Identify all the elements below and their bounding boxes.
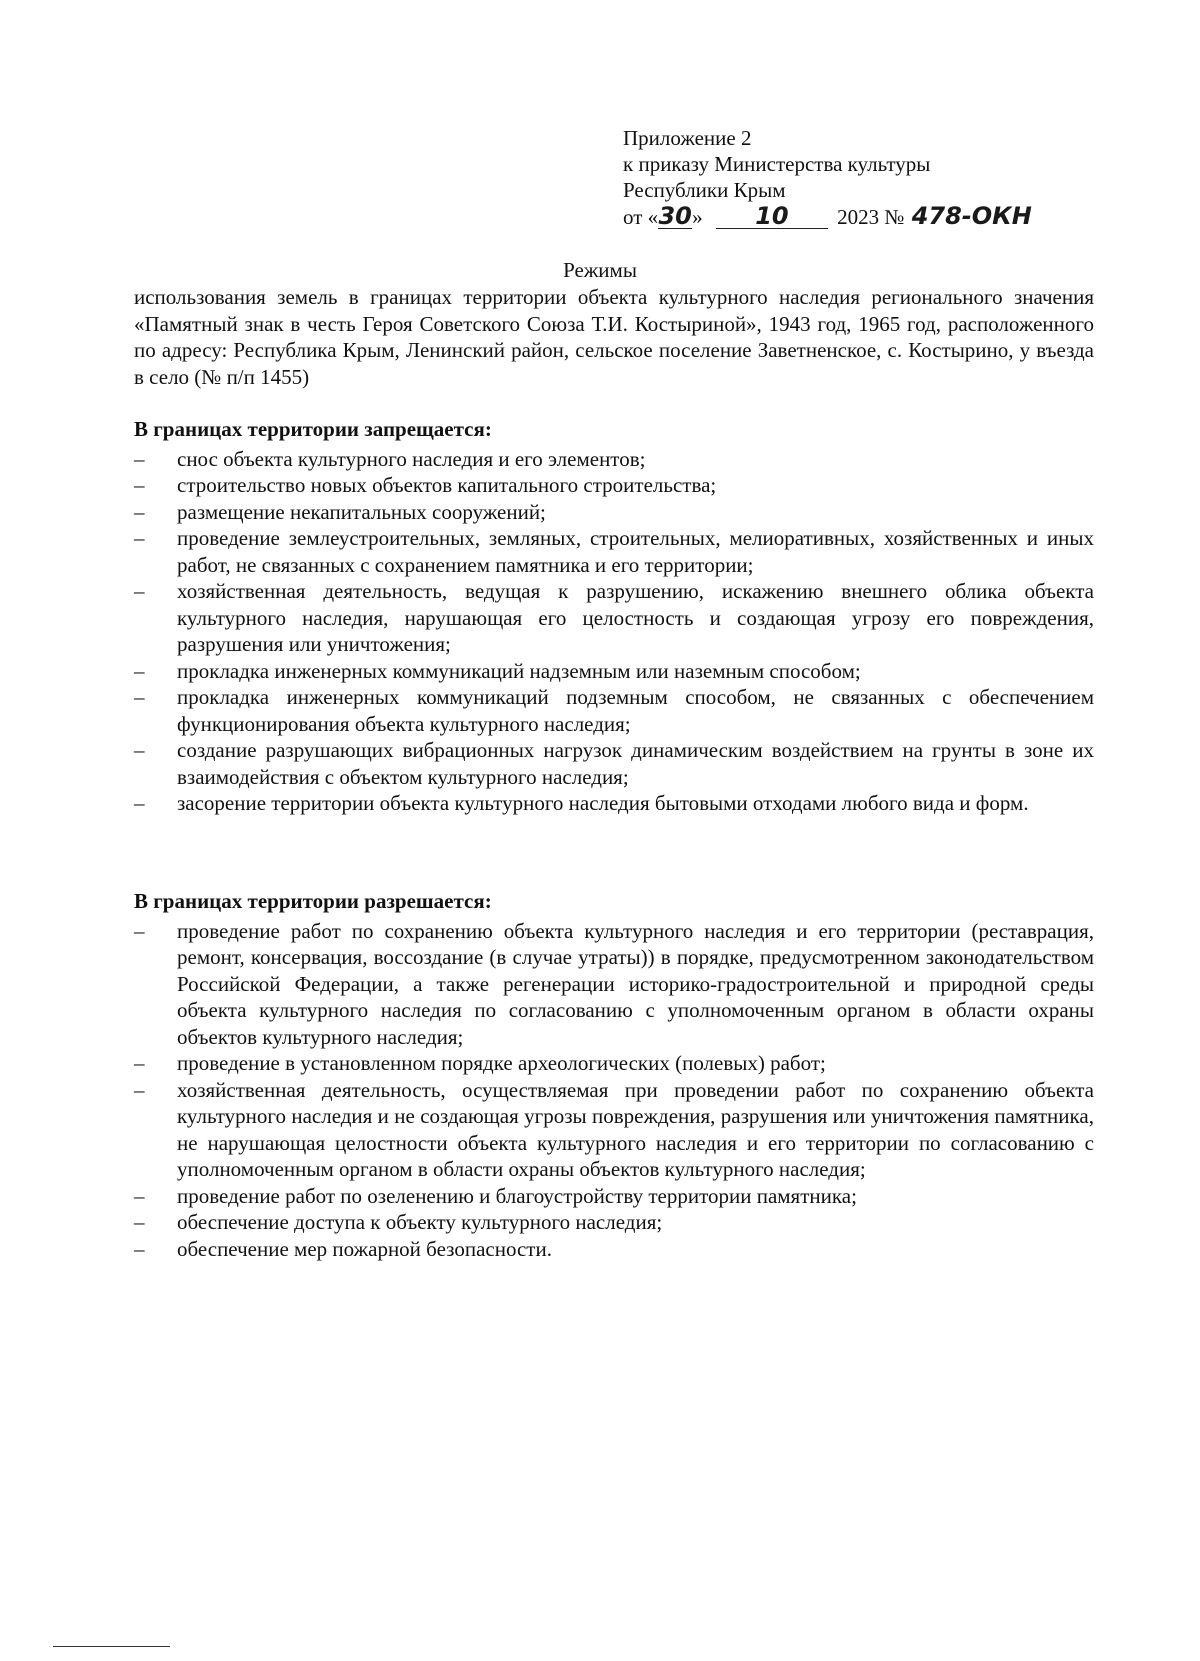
list-dash: – — [134, 1236, 145, 1261]
order-date-line — [623, 203, 1083, 233]
order-year-number-label: 2023 № — [837, 205, 905, 229]
order-day: 30 — [658, 202, 692, 230]
list-dash: – — [134, 791, 145, 815]
list-dash: – — [134, 918, 145, 943]
intro-paragraph: использования земель в границах территории объекта культурного наследия регионального значения «Памятный знак в честь Героя Советского Союза Т.И. Костыриной», 1943 год, 1965 год, расположенного по адресу: Республика Крым, Ленинский район, сельское поселение Заветненское, с. Костырино, у въезда в село (№ п/п 1455) — [134, 285, 1094, 389]
prohibited-heading: В границах территории запрещается: — [134, 417, 492, 441]
prohibited-section — [134, 416, 1094, 817]
list-item: – прокладка инженерных коммуникаций надземным или наземным способом; — [134, 658, 861, 683]
prohibited-list — [134, 446, 1094, 817]
list-item: – прокладка инженерных коммуникаций подземным способом, не связанных с обеспечением функционирования объекта культурного наследия; — [134, 685, 1094, 736]
footer-divider — [53, 1646, 170, 1647]
date-day-close: » — [692, 205, 703, 229]
list-dash: – — [134, 1051, 145, 1075]
list-item: – обеспечение доступа к объекту культурного наследия; — [134, 1210, 663, 1234]
list-item: – проведение работ по озеленению и благоустройству территории памятника; — [134, 1183, 857, 1208]
list-dash: – — [134, 658, 145, 683]
list-item: – проведение в установленном порядке археологических (полевых) работ; — [134, 1051, 826, 1075]
order-month: 10 — [716, 204, 828, 229]
permitted-list — [134, 918, 1094, 1263]
list-item: – обеспечение мер пожарной безопасности. — [134, 1236, 552, 1261]
document-title: Режимы — [563, 258, 637, 282]
list-dash: – — [134, 1183, 145, 1208]
republic-label: Республики Крым — [623, 178, 786, 202]
list-item: – засорение территории объекта культурного наследия бытовыми отходами любого вида и форм. — [134, 791, 1029, 815]
list-item: – проведение работ по сохранению объекта культурного наследия и его территории (реставрация, ремонт, консервация, воссоздание (в случае утраты)) в порядке, предусмотренном законодательством Российской Федерации, а также регенерации историко-градостроительной и природной среды объекта культурного наследия по согласованию с уполномоченным органом в области охраны объектов культурного наследия; — [134, 918, 1094, 1049]
list-item: – хозяйственная деятельность, ведущая к разрушению, искажению внешнего облика объекта культурного наследия, нарушающая его целостность и создающая угрозу его повреждения, разрушения или уничтожения; — [134, 579, 1094, 656]
permitted-section — [134, 888, 1094, 1262]
list-item: – строительство новых объектов капитального строительства; — [134, 473, 717, 497]
list-dash: – — [134, 526, 145, 550]
list-dash: – — [134, 499, 145, 524]
list-dash: – — [134, 685, 145, 709]
list-dash: – — [134, 1077, 145, 1102]
date-prefix: от « — [623, 205, 659, 229]
order-number: 478-ОКН — [911, 202, 1032, 230]
list-dash: – — [134, 446, 145, 471]
list-dash: – — [134, 738, 145, 762]
list-item: – размещение некапитальных сооружений; — [134, 499, 546, 524]
list-item: – снос объекта культурного наследия и его элементов; — [134, 446, 646, 471]
list-item: – проведение землеустроительных, земляных, строительных, мелиоративных, хозяйственных и иных работ, не связанных с сохранением памятника и его территории; — [134, 526, 1094, 577]
list-item: – хозяйственная деятельность, осуществляемая при проведении работ по сохранению объекта культурного наследия и не создающая угрозы повреждения, разрушения или уничтожения памятника, не нарушающая целостности объекта культурного наследия и его территории по согласованию с уполномоченным органом в области охраны объектов культурного наследия; — [134, 1077, 1094, 1181]
appendix-label: Приложение 2 — [623, 126, 752, 150]
permitted-heading: В границах территории разрешается: — [134, 889, 492, 913]
order-reference: к приказу Министерства культуры — [623, 152, 931, 176]
appendix-header — [623, 125, 1083, 233]
list-dash: – — [134, 1210, 145, 1234]
list-dash: – — [134, 579, 145, 603]
list-dash: – — [134, 473, 145, 497]
list-item: – создание разрушающих вибрационных нагрузок динамическим воздействием на грунты в зоне их взаимодействия с объектом культурного наследия; — [134, 738, 1094, 789]
